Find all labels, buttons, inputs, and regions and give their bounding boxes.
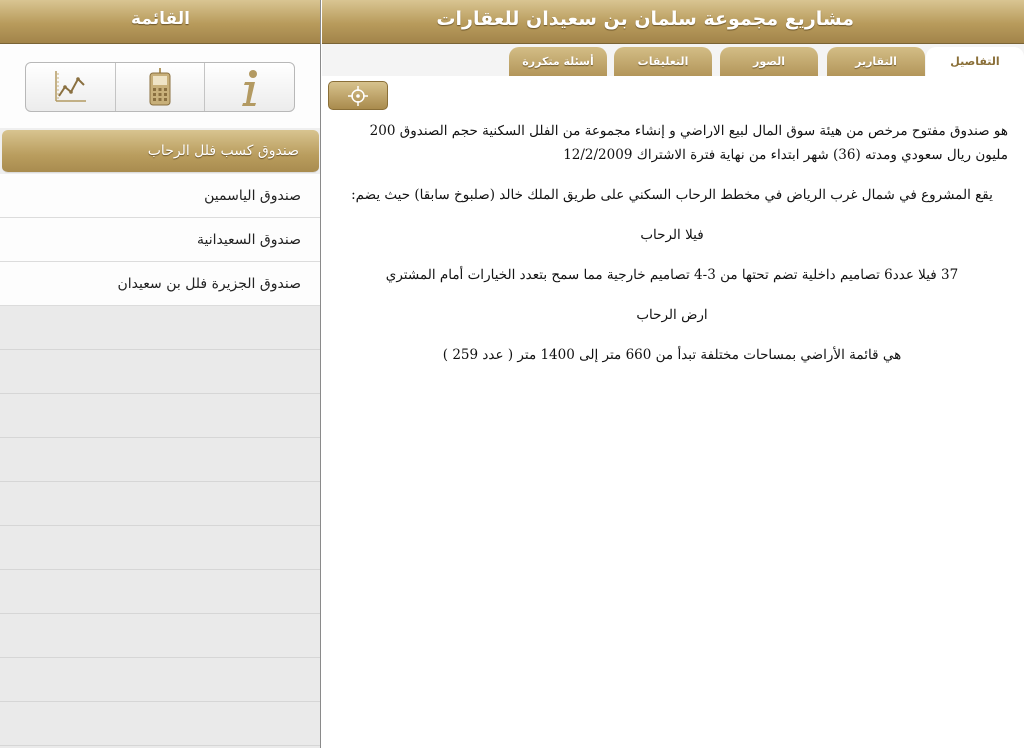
villas-description: 37 فيلا عدد6 تصاميم داخلية تضم تحتها من 3-4 تصاميم خارجية مما سمح بتعدد الخيارات أمام المشتري <box>385 267 959 283</box>
fund-list <box>0 130 321 306</box>
info-icon <box>236 67 264 107</box>
fund-item-jazeera[interactable] <box>0 262 321 306</box>
main-header <box>322 0 1024 44</box>
sidebar <box>0 0 321 748</box>
tab-bar <box>322 44 1024 76</box>
main-panel <box>322 0 1024 748</box>
page-title: مشاريع مجموعة سلمان بن سعيدان للعقارات <box>436 8 854 30</box>
sidebar-title: القائمة <box>131 9 190 29</box>
fund-item-label: صندوق الياسمين <box>204 187 301 204</box>
sidebar-toolbar <box>0 44 321 128</box>
tool-segmented-control <box>25 62 295 112</box>
tab-reports[interactable]: التقارير <box>827 47 925 76</box>
details-content <box>336 119 1008 367</box>
locate-icon <box>347 85 369 107</box>
chart-icon <box>50 67 90 107</box>
villas-heading: فيلا الرحاب <box>640 227 704 243</box>
fund-item-yasmin[interactable] <box>0 174 321 218</box>
phone-icon <box>146 67 174 107</box>
land-heading: ارض الرحاب <box>636 307 708 323</box>
fund-item-label: صندوق كسب فلل الرحاب <box>147 143 299 159</box>
empty-list-rows <box>0 306 321 748</box>
chart-button[interactable] <box>26 63 116 111</box>
tab-details[interactable]: التفاصيل <box>926 47 1024 76</box>
phone-button[interactable] <box>116 63 206 111</box>
location-text: يقع المشروع في شمال غرب الرياض في مخطط الرحاب السكني على طريق الملك خالد (صلبوخ سابقا) حيث يضم: <box>351 187 993 203</box>
fund-intro-text: هو صندوق مفتوح مرخص من هيئة سوق المال لبيع الاراضي و إنشاء مجموعة من الفلل السكنية حجم الصندوق 200 مليون ريال سعودي ومدته (36) شهر ابتداء من نهاية فترة الاشتراك 12/2/2009 <box>369 123 1008 163</box>
sidebar-header <box>0 0 321 44</box>
tab-comments[interactable]: التعليقات <box>614 47 712 76</box>
fund-item-label: صندوق الجزيرة فلل بن سعيدان <box>117 275 301 292</box>
land-description: هي قائمة الأراضي بمساحات مختلفة تبدأ من 660 متر إلى 1400 متر ( عدد 259 ) <box>442 347 902 363</box>
tab-photos[interactable]: الصور <box>720 47 818 76</box>
tab-faq[interactable]: أسئلة متكررة <box>509 47 607 76</box>
fund-item-saeedaniya[interactable] <box>0 218 321 262</box>
fund-item-label: صندوق السعيدانية <box>196 231 301 248</box>
locate-button[interactable] <box>328 81 388 110</box>
fund-item-kasb-rehab[interactable] <box>2 130 319 173</box>
info-button[interactable] <box>205 63 294 111</box>
